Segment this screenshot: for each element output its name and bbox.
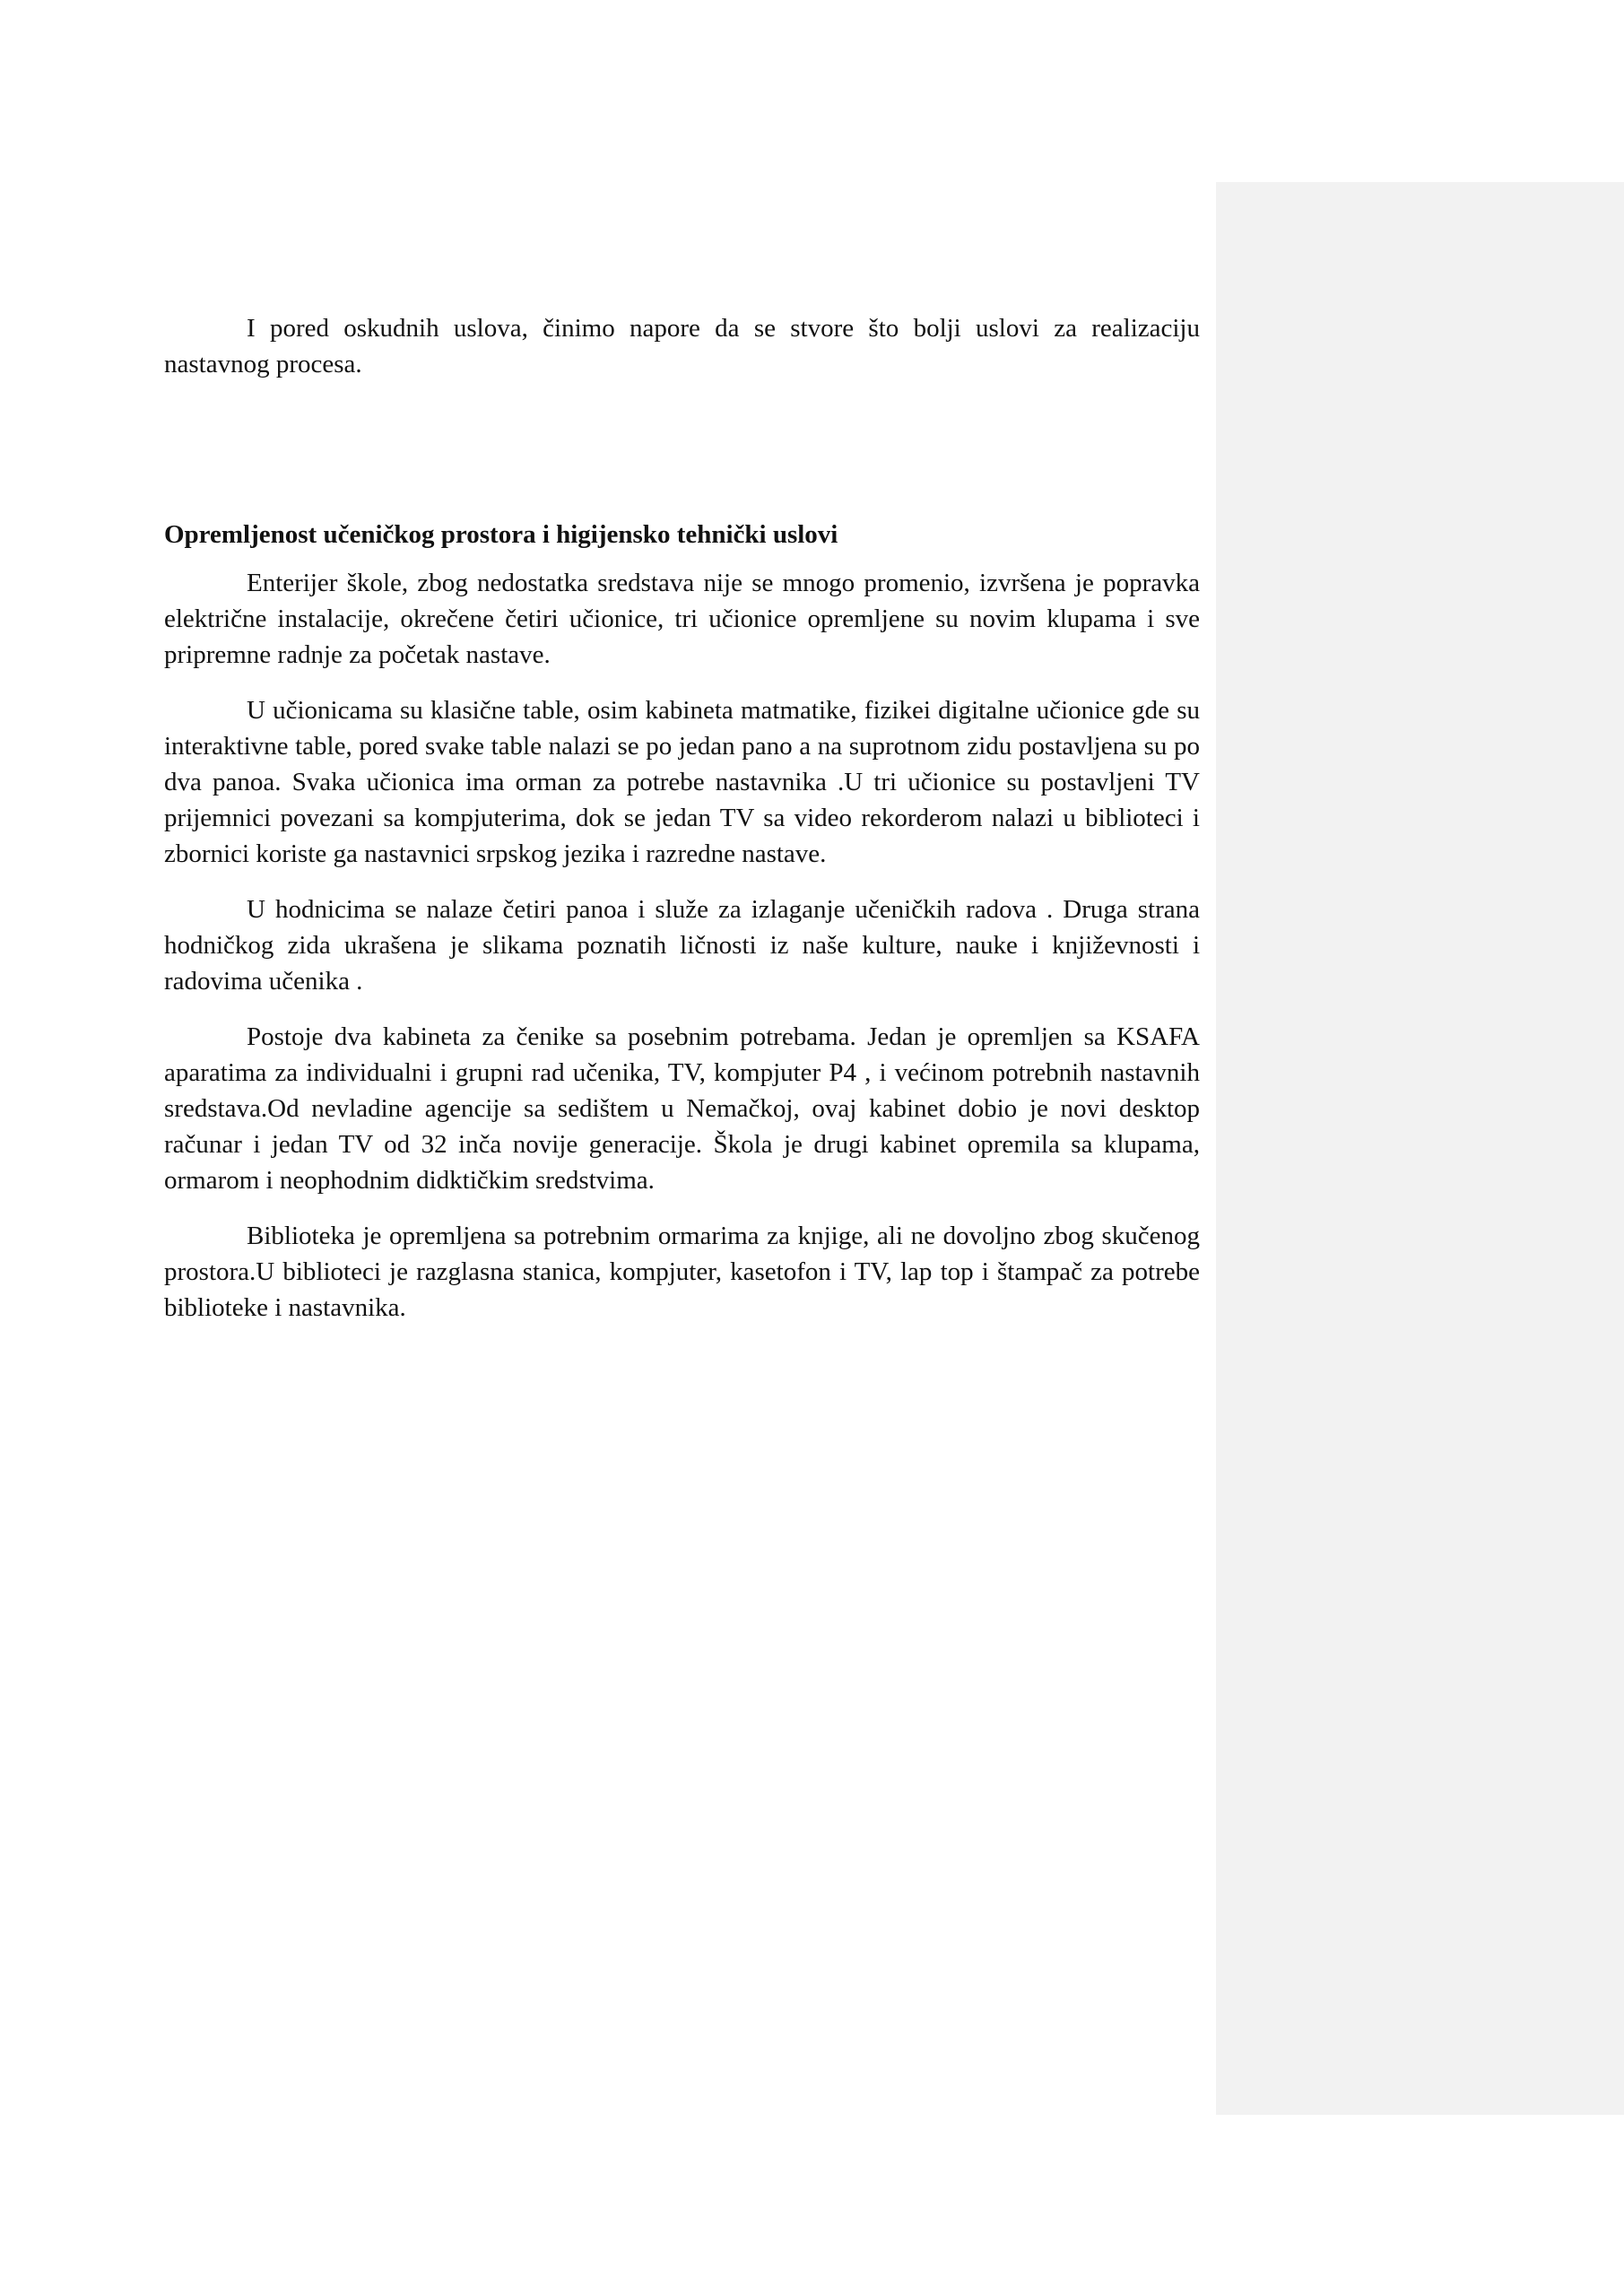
paragraph-hallways: U hodnicima se nalaze četiri panoa i služe za izlaganje učeničkih radova . Druga strana hodničkog zida ukrašena je slikama poznatih ličnosti iz naše kulture, nauke i književnosti i radovima učenika . <box>164 895 1200 996</box>
paragraph-classrooms: U učionicama su klasične table, osim kabineta matmatike, fizikei digitalne učionice gde su interaktivne table, pored svake table nalazi se po jedan pano a na suprotnom zidu postavljena su po dva panoa. Svaka učionica ima orman za potrebe nastavnika .U tri učionice su postavljeni TV prijemnici povezani sa kompjuterima, dok se jedan TV sa video rekorderom nalazi u biblioteci i zbornici koriste ga nastavnici srpskog jezika i razredne nastave. <box>164 696 1200 868</box>
paragraph-library: Biblioteka je opremljena sa potrebnim ormarima za knjige, ali ne dovoljno zbog skučenog prostora.U biblioteci je razglasna stanica, kompjuter, kasetofon i TV, lap top i štampač za potrebe biblioteke i nastavnika. <box>164 1222 1200 1322</box>
intro-paragraph: I pored oskudnih uslova, činimo napore da se stvore što bolji uslovi za realizaciju nastavnog procesa. <box>164 314 1200 378</box>
comment-margin-pane <box>1216 182 1624 2115</box>
paragraph-interior: Enterijer škole, zbog nedostatka sredstava nije se mnogo promenio, izvršena je popravka električne instalacije, okrečene četiri učionice, tri učionice opremljene su novim klupama i sve pripremne radnje za početak nastave. <box>164 569 1200 669</box>
section-heading: Opremljenost učeničkog prostora i higijensko tehnički uslovi <box>164 520 838 549</box>
paragraph-special-needs-cabinets: Postoje dva kabineta za čenike sa posebnim potrebama. Jedan je opremljen sa KSAFA aparatima za individualni i grupni rad učenika, TV, kompjuter P4 , i većinom potrebnih nastavnih sredstava.Od nevladine agencije sa sedištem u Nemačkoj, ovaj kabinet dobio je novi desktop računar i jedan TV od 32 inča novije generacije. Škola je drugi kabinet opremila sa klupama, ormarom i neophodnim didktičkim sredstvima. <box>164 1022 1200 1195</box>
document-body <box>164 310 1200 1326</box>
